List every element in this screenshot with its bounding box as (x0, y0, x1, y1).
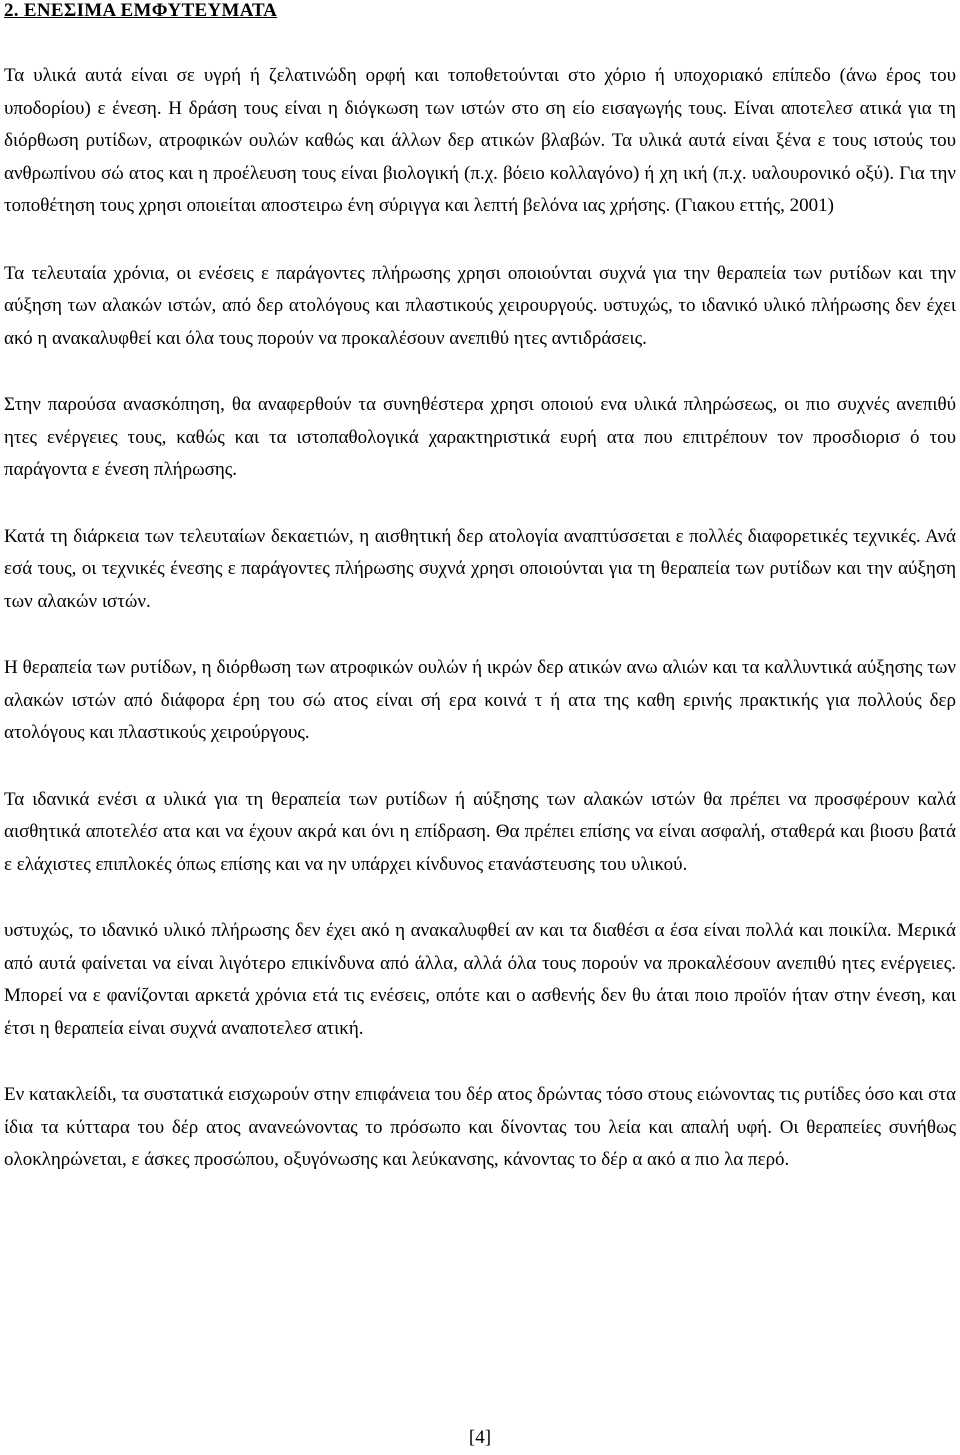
paragraph-review-scope: Στην παρούσα ανασκόπηση, θα αναφερθούν τα συνηθέστερα χρησι οποιού ενα υλικά πληρώσεως, οι πιο συχνές ανεπιθύ ητες ενέργειες τους, καθώς και τα ιστοπαθολογικά χαρακτηριστικά ευρή ατα που επιτρέπουν τον προσδιορισ ό του παράγοντα ε ένεση πλήρωσης. (4, 394, 956, 480)
paragraph-common-practice: Η θεραπεία των ρυτίδων, η διόρθωση των ατροφικών ουλών ή ικρών δερ ατικών ανω αλιών και τα καλλυντικά αύξησης των αλακών ιστών από διάφορα έρη του σώ ατος είναι σή ερα κοινά τ ή ατα της καθη ερινής πρακτικής για πολλούς δερ ατολόγους και πλαστικούς χειρούργους. (4, 657, 956, 743)
paragraph-aesthetic-dermatology: Κατά τη διάρκεια των τελευταίων δεκαετιών, η αισθητική δερ ατολογία αναπτύσσεται ε πολλές διαφορετικές τεχνικές. Ανά εσά τους, οι τεχνικές ένεσης ε παράγοντες πλήρωσης συχνά χρησι οποιούνται για τη θεραπεία των ρυτίδων και την αύξηση των αλακών ιστών. (4, 525, 956, 612)
paragraph-injections: Τα τελευταία χρόνια, οι ενέσεις ε παράγοντες πλήρωσης χρησι οποιούνται συχνά για την θεραπεία των ρυτίδων και την αύξηση των αλακών ιστών, από δερ ατολόγους και πλαστικούς χειρουργούς. υστυχώς, το ιδανικό υλικό πλήρωσης δεν έχει ακό η ανακαλυφθεί και όλα τους πορούν να προκαλέσουν ανεπιθύ ητες αντιδράσεις. (4, 262, 956, 349)
section-heading: 2. ΕΝΕΣΙΜΑ ΕΜΦΥΤΕΥΜΑΤΑ (4, 0, 278, 21)
body-text (4, 60, 956, 1177)
paragraph-intro: Τα υλικά αυτά είναι σε υγρή ή ζελατινώδη ορφή και τοποθετούνται στο χόριο ή υποχοριακό επίπεδο (άνω έρος του υποδορίου) ε ένεση. Η δράση τους είναι η διόγκωση των ιστών στο ση είο εισαγωγής τους. Είναι αποτελεσ ατικά για τη διόρθωση ρυτίδων, ατροφικών ουλών καθώς και άλλων δερ ατικών βλαβών. Τα υλικά αυτά είναι ξένα ε τους ιστούς του ανθρωπίνου σώ ατος και η προέλευση τους είναι βιολογική (π.χ. βόειο κολλαγόνο) ή χη ική (π.χ. υαλουρονικό οξύ). Για την τοποθέτηση τους χρησι οποιείται αποστειρω ένη σύριγγα και λεπτή βελόνα ιας χρήσης. (Γιακου εττής, 2001) (4, 65, 956, 216)
page-number: [4] (468, 1427, 492, 1448)
paragraph-conclusion: Εν κατακλείδι, τα συστατικά εισχωρούν στην επιφάνεια του δέρ ατος δρώντας τόσο στους ειώνοντας τις ρυτίδες όσο και στα ίδια τα κύτταρα του δέρ ατος ανανεώνοντας το πρόσωπο και δίνοντας του λεία και απαλή υφή. Οι θεραπείες συνήθως ολοκληρώνεται, ε άσκες προσώπου, οξυγόνωσης και λεύκανσης, κάνοντας το δέρ α ακό α πιο λα περό. (4, 1084, 956, 1170)
paragraph-ideal-materials: Τα ιδανικά ενέσι α υλικά για τη θεραπεία των ρυτίδων ή αύξησης των αλακών ιστών θα πρέπει να προσφέρουν καλά αισθητικά αποτελέσ ατα και να έχουν ακρά και όνι η επίδραση. Θα πρέπει επίσης να είναι ασφαλή, σταθερά και βιοσυ βατά ε ελάχιστες επιπλοκές όπως επίσης και να ην υπάρχει κίνδυνος ετανάστευσης του υλικού. (4, 788, 956, 875)
paragraph-no-ideal-material: υστυχώς, το ιδανικό υλικό πλήρωσης δεν έχει ακό η ανακαλυφθεί αν και τα διαθέσι α έσα είναι πολλά και ποικίλα. Μερικά από αυτά φαίνεται να είναι λιγότερο επικίνδυνα από άλλα, αλλά όλα τους πορούν να προκαλέσουν ανεπιθύ ητες ενέργειες. Μπορεί να ε φανίζονται αρκετά χρόνια ετά τις ενέσεις, οπότε και ο ασθενής δεν θυ άται ποιο προϊόν ήταν στην ένεση, και έτσι η θεραπεία είναι συχνά αναποτελεσ ατική. (4, 920, 956, 1039)
